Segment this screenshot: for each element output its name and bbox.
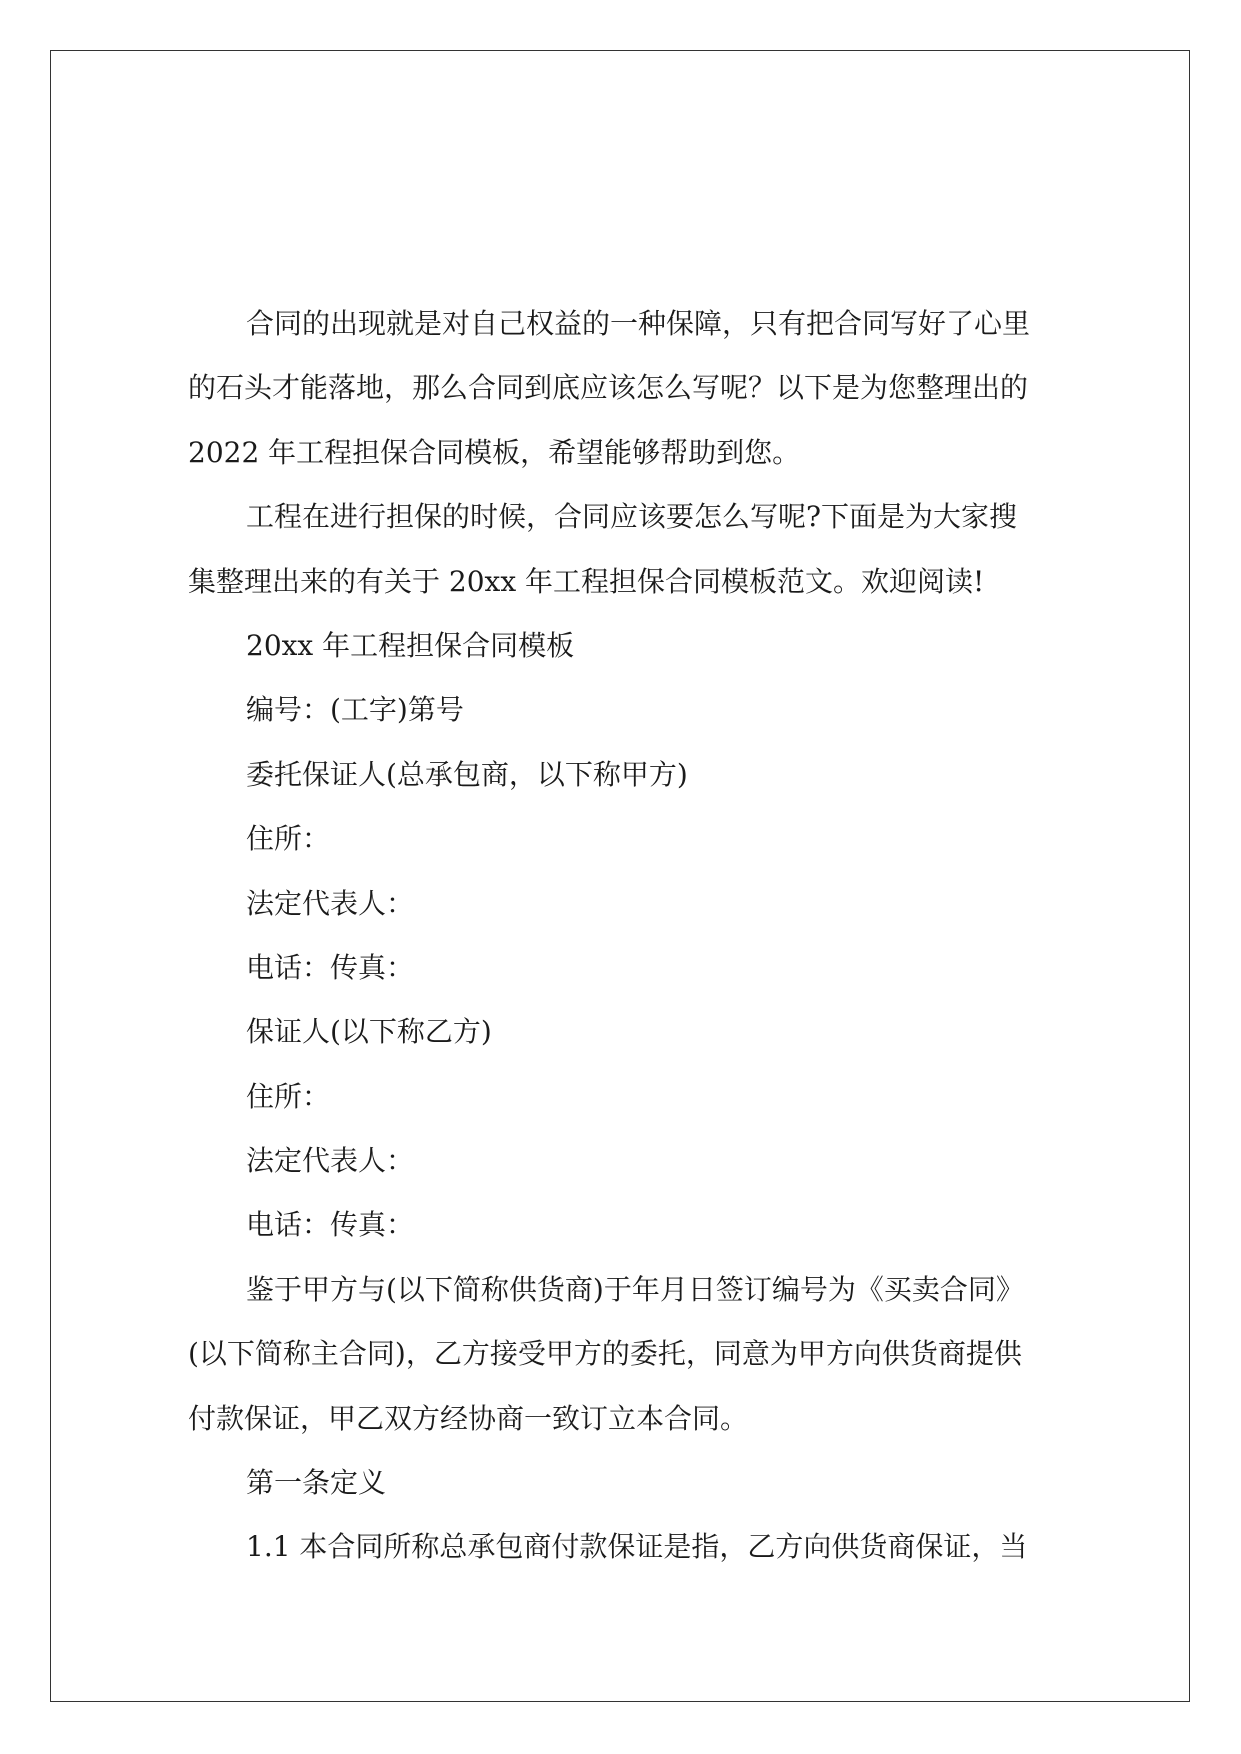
text-line: 保证人(以下称乙方) bbox=[246, 1015, 492, 1049]
text-line: 合同的出现就是对自己权益的一种保障，只有把合同写好了心里 bbox=[246, 307, 1031, 340]
text-line: 电话：传真： bbox=[246, 1208, 415, 1242]
text-line: 委托保证人(总承包商，以下称甲方) bbox=[246, 757, 688, 791]
text-line: 付款保证，甲乙双方经协商一致订立本合同。 bbox=[188, 1401, 749, 1435]
text-line: 法定代表人： bbox=[246, 886, 415, 920]
text-line: 集整理出来的有关于 20xx 年工程担保合同模板范文。欢迎阅读! bbox=[188, 564, 985, 598]
text-line: 法定代表人： bbox=[246, 1144, 415, 1178]
text-line: 2022 年工程担保合同模板，希望能够帮助到您。 bbox=[188, 435, 801, 469]
document-body bbox=[188, 292, 1054, 1580]
text-line: (以下简称主合同)，乙方接受甲方的委托，同意为甲方向供货商提供 bbox=[188, 1337, 1022, 1371]
text-line: 编号：(工字)第号 bbox=[246, 693, 464, 727]
text-line: 住所： bbox=[246, 822, 331, 856]
text-line: 20xx 年工程担保合同模板 bbox=[246, 628, 575, 662]
text-line: 工程在进行担保的时候，合同应该要怎么写呢?下面是为大家搜 bbox=[246, 500, 1018, 534]
text-line: 电话：传真： bbox=[246, 950, 415, 984]
text-line: 住所： bbox=[246, 1079, 331, 1113]
text-line: 第一条定义 bbox=[246, 1466, 387, 1500]
text-line: 的石头才能落地，那么合同到底应该怎么写呢？以下是为您整理出的 bbox=[188, 371, 1029, 405]
text-line: 鉴于甲方与(以下简称供货商)于年月日签订编号为《买卖合同》 bbox=[246, 1272, 1024, 1306]
text-line: 1.1 本合同所称总承包商付款保证是指，乙方向供货商保证，当 bbox=[246, 1530, 1028, 1564]
